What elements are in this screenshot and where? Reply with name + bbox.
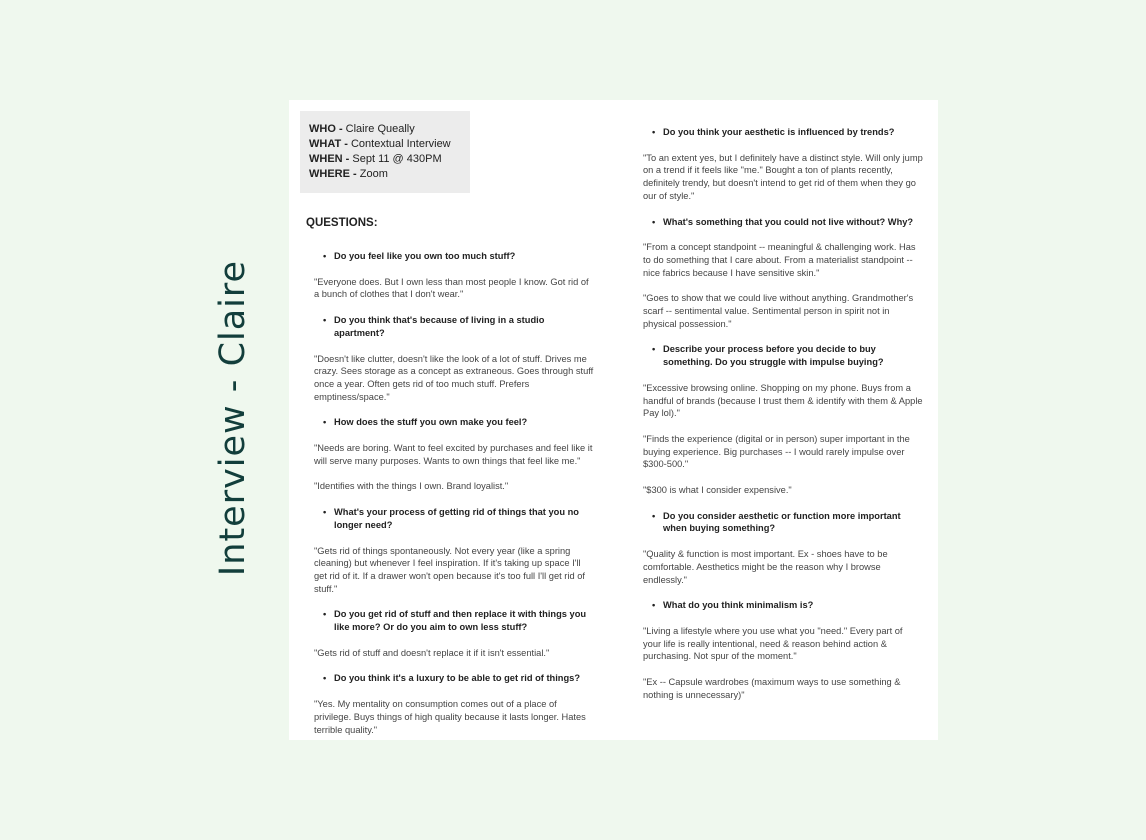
meta-when <box>309 152 470 167</box>
question: • How does the stuff you own make you feel? <box>314 416 596 429</box>
question: • Describe your process before you decide to buy something. Do you struggle with impulse buying? <box>643 343 923 368</box>
answer: "Identifies with the things I own. Brand loyalist." <box>314 481 509 492</box>
meta-who-label: WHO - <box>309 123 343 135</box>
answer: "Doesn't like clutter, doesn't like the look of a lot of stuff. Drives me crazy. Sees storage as a concept as extraneous. Goes through stuff once a year. Often gets rid of too much stuff. Prefers emptiness/space." <box>314 353 594 402</box>
question: • Do you feel like you own too much stuff? <box>314 250 596 263</box>
meta-what-label: WHAT - <box>309 138 348 150</box>
answer: "Quality & function is most important. Ex - shoes have to be comfortable. Aesthetics might be the reason why I browse endlessly." <box>643 549 888 585</box>
answer: "Ex -- Capsule wardrobes (maximum ways to use something & nothing is unnecessary)" <box>643 677 901 700</box>
meta-when-value: Sept 11 @ 430PM <box>352 153 442 165</box>
answer: "Everyone does. But I own less than most people I know. Got rid of a bunch of clothes that I don't wear." <box>314 276 589 300</box>
page-title: Interview - Claire <box>213 259 253 577</box>
answer: "Goes to show that we could live without anything. Grandmother's scarf -- sentimental value. Sentimental person in spirit not in physical possession." <box>643 293 914 329</box>
answer: "Yes. My mentality on consumption comes out of a place of privilege. Buys things of high quality because it lasts longer. Hates terrible quality." <box>314 699 586 735</box>
answer: "Needs are boring. Want to feel excited by purchases and feel like it will serve many purposes. Wants to own things that feel like me." <box>314 443 593 466</box>
interview-meta-box <box>300 111 470 193</box>
answer: "Excessive browsing online. Shopping on my phone. Buys from a handful of brands (because I trust them & identify with them & Apple Pay lol)." <box>643 382 923 419</box>
meta-what <box>309 137 470 152</box>
questions-column-right <box>643 126 923 715</box>
answer: "To an extent yes, but I definitely have a distinct style. Will only jump on a trend if it feels like "me." Bought a ton of plants recently, definitely trendy, but doesn't intend to get rid of them when they go our of style." <box>643 152 923 201</box>
interview-document <box>289 100 938 740</box>
meta-where-value: Zoom <box>359 168 388 180</box>
answer: "Finds the experience (digital or in person) super important in the buying experience. Big purchases -- I would rarely impulse over $300-500." <box>643 433 910 470</box>
question: • Do you think your aesthetic is influenced by trends? <box>643 126 923 139</box>
question: • Do you consider aesthetic or function more important when buying something? <box>643 510 923 535</box>
question: • What's something that you could not live without? Why? <box>643 216 923 229</box>
answer: "Gets rid of things spontaneously. Not every year (like a spring cleaning) but whenever I feel inspiration. If it's taking up space I'll get rid of it. If a drawer won't open because it's too full I'll get rid of stuff." <box>314 545 585 594</box>
meta-who <box>309 122 470 137</box>
question: • What do you think minimalism is? <box>643 599 923 612</box>
meta-when-label: WHEN - <box>309 153 350 165</box>
meta-where-label: WHERE - <box>309 168 357 180</box>
meta-who-value: Claire Queally <box>345 123 415 135</box>
answer: "Gets rid of stuff and doesn't replace it if it isn't essential." <box>314 647 550 658</box>
meta-what-value: Contextual Interview <box>350 138 451 150</box>
question: • What's your process of getting rid of things that you no longer need? <box>314 506 596 531</box>
meta-where <box>309 167 470 182</box>
question: • Do you think it's a luxury to be able to get rid of things? <box>314 672 596 685</box>
questions-heading: QUESTIONS: <box>306 217 378 229</box>
answer: "Living a lifestyle where you use what you "need." Every part of your life is really intentional, need & reason behind action & purchasing. Not spur of the moment." <box>643 625 903 662</box>
question: • Do you get rid of stuff and then replace it with things you like more? Or do you aim to own less stuff? <box>314 608 596 633</box>
answer: "$300 is what I consider expensive." <box>643 485 792 496</box>
questions-column-left <box>314 250 596 749</box>
answer: "From a concept standpoint -- meaningful & challenging work. Has to do something that I care about. From a materialist standpoint -- nice fabrics because I have sensitive skin." <box>643 242 916 278</box>
question: • Do you think that's because of living in a studio apartment? <box>314 314 596 339</box>
